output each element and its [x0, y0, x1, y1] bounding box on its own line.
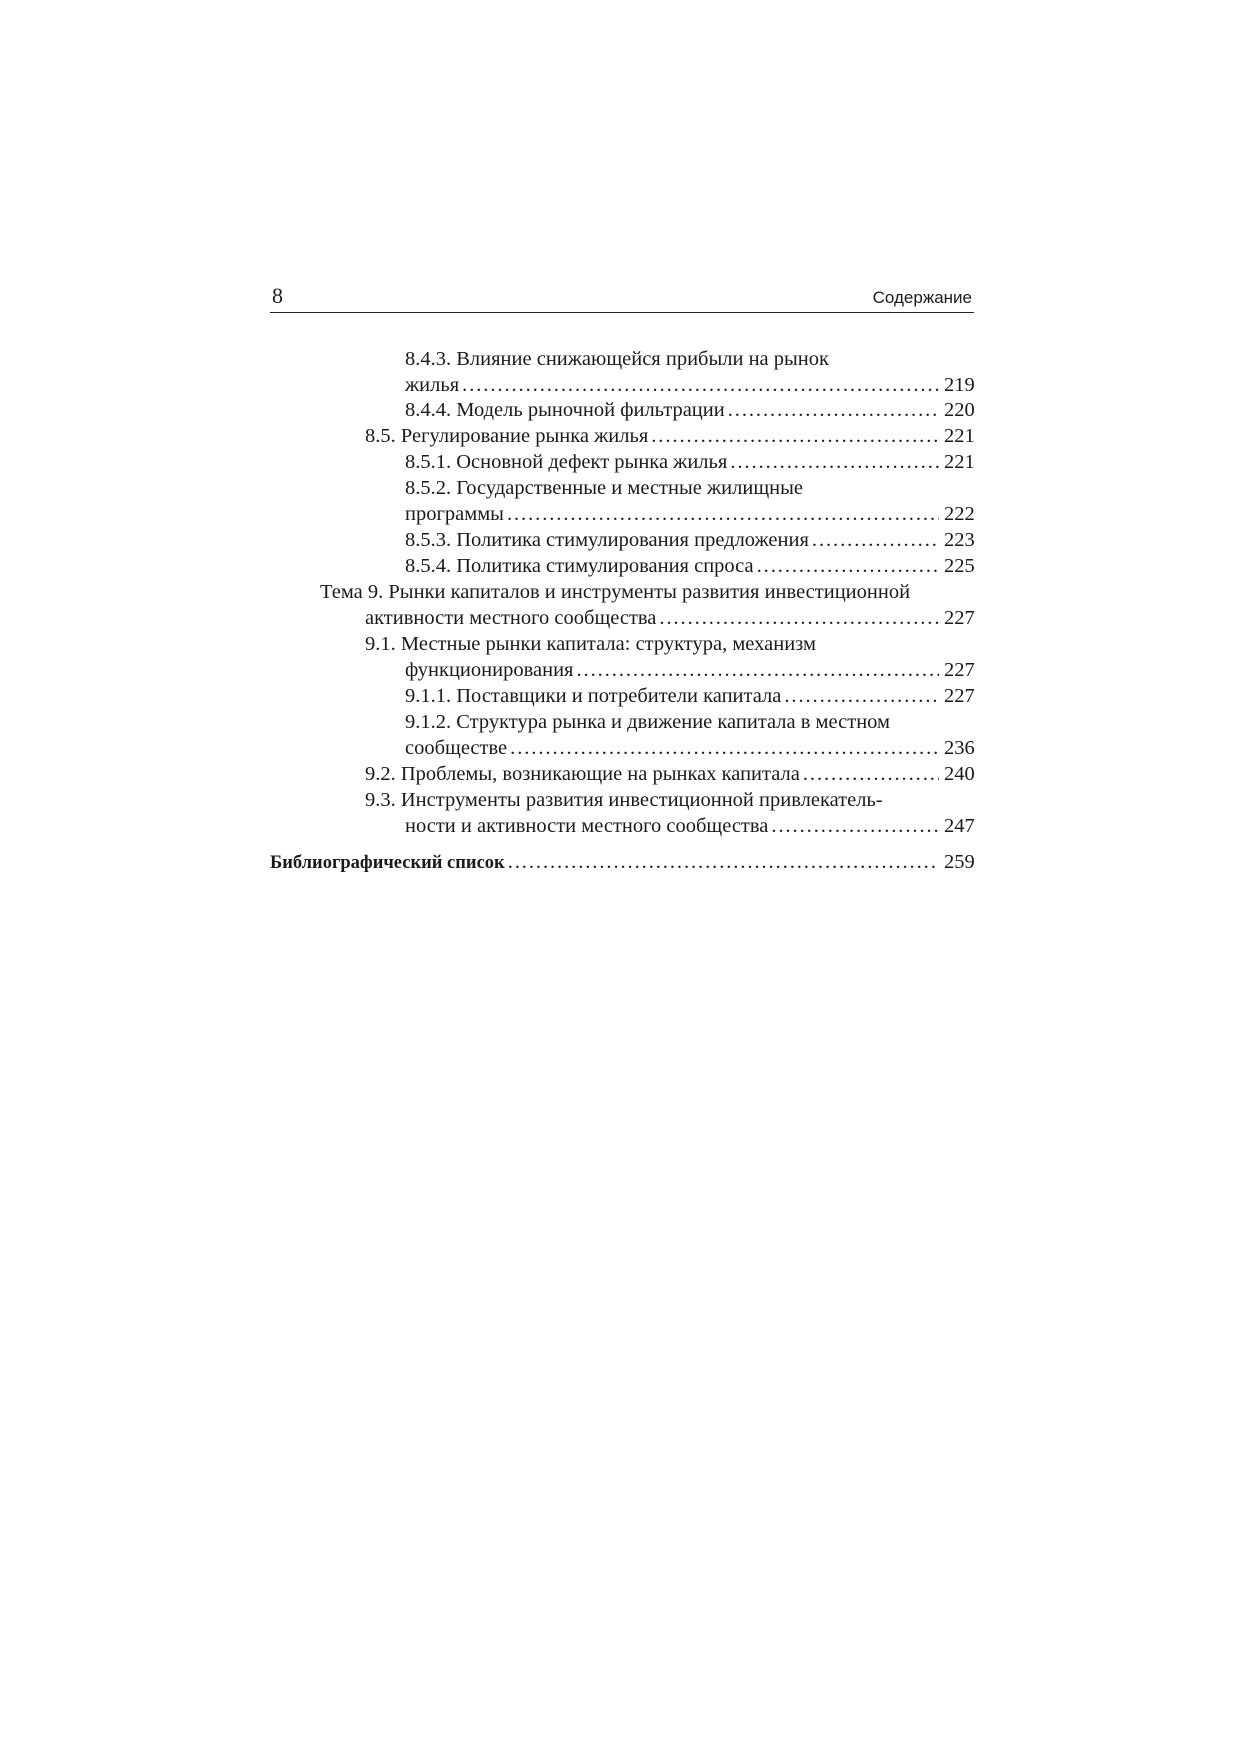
toc-entry-8-5-2-cont[interactable] — [405, 501, 974, 527]
toc-entry-text: 9.1.2. Структура рынка и движение капитала в местном — [405, 711, 891, 733]
toc-entry-8-4-3[interactable] — [405, 346, 974, 372]
toc-entry-text: 9.1.1. Поставщики и потребители капитала — [405, 685, 782, 707]
toc-entry-text: жилья — [405, 374, 460, 396]
toc-entry-9-3[interactable] — [365, 787, 974, 813]
toc-entry-9-1-1[interactable] — [405, 683, 974, 709]
toc-page-number: 227 — [944, 685, 975, 707]
toc-page-number: 247 — [944, 815, 975, 837]
toc-page-number: 219 — [944, 374, 975, 396]
toc-entry-9-1-2[interactable] — [405, 709, 974, 735]
dot-leader — [508, 849, 939, 875]
toc-page-number: 227 — [944, 607, 975, 629]
toc-entry-8-5-2[interactable] — [405, 475, 974, 501]
toc-entry-topic-9[interactable] — [320, 579, 974, 605]
toc-entry-8-4-4[interactable] — [405, 397, 974, 423]
dot-leader — [784, 683, 939, 709]
toc-page-number: 225 — [944, 555, 975, 577]
dot-leader — [576, 657, 939, 683]
toc-page-number: 236 — [944, 737, 975, 759]
running-title: Содержание — [872, 288, 972, 307]
dot-leader — [462, 372, 939, 398]
toc-entry-text: 9.1. Местные рынки капитала: структура, механизм — [365, 633, 816, 655]
toc-entry-9-3-cont[interactable] — [405, 813, 974, 839]
toc-entry-bibliography[interactable] — [270, 849, 974, 875]
toc-entry-text: 8.4.3. Влияние снижающейся прибыли на рынок — [405, 348, 829, 370]
toc-entry-9-1[interactable] — [365, 631, 974, 657]
page-header — [270, 280, 974, 313]
toc-page-number: 221 — [944, 451, 975, 473]
dot-leader — [728, 397, 939, 423]
toc-entry-8-4-3-cont[interactable] — [405, 372, 974, 398]
toc-entry-text: сообществе — [405, 737, 508, 759]
toc-entry-8-5-1[interactable] — [405, 449, 974, 475]
dot-leader — [757, 553, 939, 579]
dot-leader — [771, 813, 939, 839]
toc-entry-9-2[interactable] — [365, 761, 974, 787]
toc-entry-8-5[interactable] — [365, 423, 974, 449]
toc-entry-text: 8.5.1. Основной дефект рынка жилья — [405, 451, 728, 473]
toc-entry-8-5-3[interactable] — [405, 527, 974, 553]
dot-leader — [510, 735, 939, 761]
dot-leader — [730, 449, 939, 475]
toc-entry-text: 8.5.3. Политика стимулирования предложения — [405, 529, 809, 551]
toc-page-number: 220 — [944, 399, 975, 421]
toc-entry-text: 9.3. Инструменты развития инвестиционной привлекатель- — [365, 789, 883, 811]
toc-page-number: 223 — [944, 529, 975, 551]
toc-entry-text: Тема 9. Рынки капиталов и инструменты развития инвестиционной — [320, 581, 911, 603]
toc-entry-text: 8.5.4. Политика стимулирования спроса — [405, 555, 754, 577]
toc-entry-topic-9-cont[interactable] — [365, 605, 974, 631]
toc-entry-text: ности и активности местного сообщества — [405, 815, 769, 837]
toc-entry-9-1-2-cont[interactable] — [405, 735, 974, 761]
toc-page-number: 240 — [944, 763, 975, 785]
toc-entry-text: функционирования — [405, 659, 574, 681]
dot-leader — [507, 501, 939, 527]
toc-page-number: 221 — [944, 425, 975, 447]
toc-page-number: 227 — [944, 659, 975, 681]
toc-entry-text: активности местного сообщества — [365, 607, 657, 629]
dot-leader — [803, 761, 939, 787]
toc-entry-text: 9.2. Проблемы, возникающие на рынках капитала — [365, 763, 800, 785]
toc-entry-text: программы — [405, 503, 504, 525]
dot-leader — [651, 423, 939, 449]
toc-entry-text: 8.5. Регулирование рынка жилья — [365, 425, 649, 447]
toc-entry-8-5-4[interactable] — [405, 553, 974, 579]
toc-entry-9-1-cont[interactable] — [405, 657, 974, 683]
toc-page-number: 259 — [944, 851, 975, 873]
toc-page-number: 222 — [944, 503, 975, 525]
toc-entry-text: 8.5.2. Государственные и местные жилищные — [405, 477, 803, 499]
dot-leader — [812, 527, 939, 553]
dot-leader — [659, 605, 939, 631]
toc-entry-text: Библиографический список — [270, 853, 505, 873]
toc-entry-text: 8.4.4. Модель рыночной фильтрации — [405, 399, 725, 421]
page-number: 8 — [272, 283, 283, 308]
